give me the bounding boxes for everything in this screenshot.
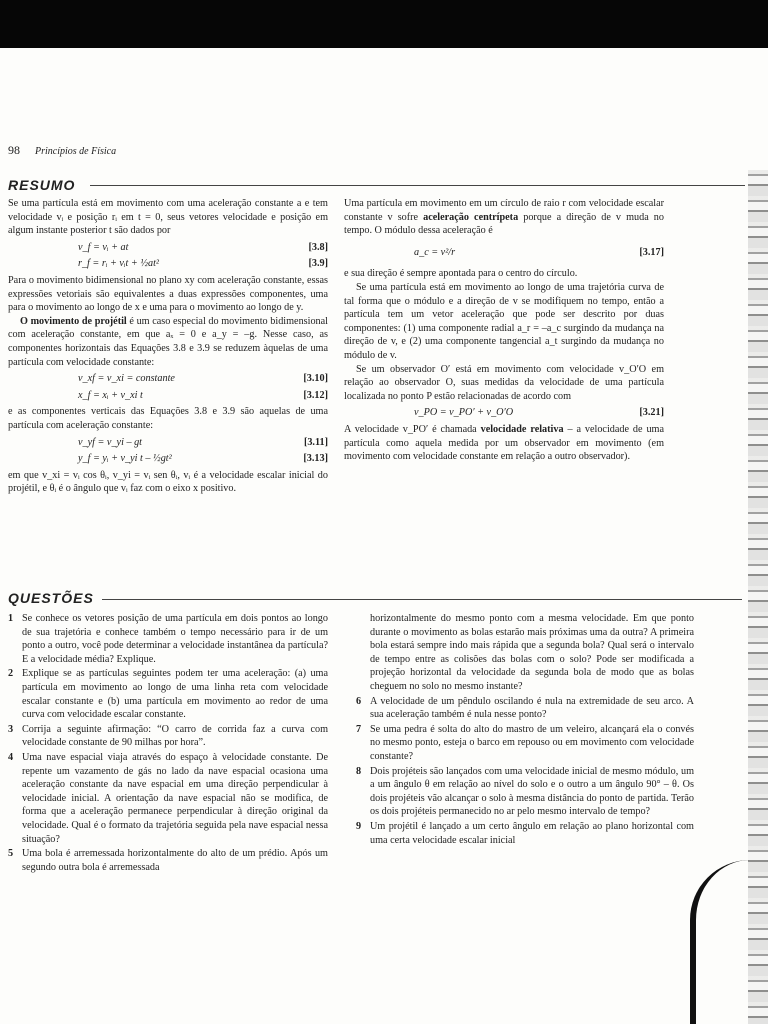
- questoes-right-column: [356, 612, 694, 848]
- question-item: 2 Explique se as partículas seguintes podem ter uma aceleração: (a) uma partícula em movimento ao longo de uma linha reta com velocidade escalar constante e (b) uma partícula em movimento ao redor de uma curva com velocidade escalar constante.: [8, 668, 328, 721]
- page-number: 98: [8, 143, 20, 157]
- scan-top-border: [0, 0, 768, 48]
- question-item: 5 Uma bola é arremessada horizontalmente do alto de um prédio. Após um segundo outra bola é arremessada: [8, 848, 328, 873]
- resumo-paragraph: Uma partícula em movimento em um círculo de raio r com velocidade escalar constante v sofre aceleração centrípeta porque a direção de v muda no tempo. O módulo dessa aceleração é: [344, 198, 664, 237]
- resumo-paragraph: em que v_xi = vᵢ cos θᵢ, v_yi = vᵢ sen θᵢ, vᵢ é a velocidade escalar inicial do projétil, e θᵢ é o ângulo que vᵢ faz com o eixo x positivo.: [8, 469, 328, 495]
- resumo-paragraph: Se uma partícula está em movimento com uma aceleração constante a e tem velocidade vᵢ e posição rᵢ em t = 0, seus vetores velocidade e posição em algum instante posterior t são dados por: [8, 198, 328, 237]
- equation: r_f = rᵢ + vᵢt + ½at² [3.9]: [78, 258, 328, 270]
- resumo-right-column: [344, 197, 664, 464]
- equation: v_PO = v_PO′ + v_O′O [3.21]: [414, 407, 664, 419]
- question-item: 1 Se conhece os vetores posição de uma partícula em dois pontos ao longo de sua trajetória e conhece também o tempo necessário para ir de um ponto a outro, você pode determinar a velocidade instantânea da partícula? E a velocidade média? Explique.: [8, 613, 328, 665]
- question-item: 7 Se uma pedra é solta do alto do mastro de um veleiro, alcançará ela o convés no mesmo ponto, esteja o barco em repouso ou em movimento com velocidade constante?: [356, 723, 694, 762]
- resumo-rule: [90, 185, 745, 186]
- page-header: [8, 143, 116, 158]
- questoes-rule: [102, 599, 742, 600]
- resumo-left-column: [8, 197, 328, 496]
- resumo-paragraph: Se um observador O′ está em movimento com velocidade v_O′O em relação ao observador O, suas medidas da velocidade de uma partícula localizada no ponto P estão relacionadas de acordo com: [344, 363, 664, 402]
- resumo-title: RESUMO: [8, 177, 76, 193]
- question-item: 3 Corrija a seguinte afirmação: “O carro de corrida faz a curva com velocidade constante de 90 milhas por hora”.: [8, 723, 328, 749]
- question-continuation: horizontalmente do mesmo ponto com a mesma velocidade. Em que ponto durante o movimento as bolas estarão mais próximas uma da outra? A primeira bola estará sempre indo mais rápida que a segunda bola? Qual será o intervalo de tempo entre as colisões das bolas com o solo? Pode ser modificada a projeção horizontal da velocidade da segunda bola de modo que as bolas cheguem no solo no mesmo instante?: [370, 613, 694, 692]
- page-curl-shadow: [690, 860, 768, 1024]
- equation: v_yf = v_yi – gt [3.11]: [78, 436, 328, 448]
- questoes-title: QUESTÕES: [8, 590, 94, 606]
- question-item: 8 Dois projéteis são lançados com uma velocidade inicial de mesmo módulo, um a um ângulo θ em relação ao nível do solo e o outro a um ângulo 90° – θ. Os dois projéteis vão alcançar o solo à mesma distância do ponto de partida. Terão os dois projéteis permanecido no ar pelo mesmo intervalo de tempo?: [356, 765, 694, 818]
- resumo-paragraph: e sua direção é sempre apontada para o centro do círculo.: [344, 268, 578, 280]
- equation: v_f = vᵢ + at [3.8]: [78, 241, 328, 253]
- resumo-paragraph: e as componentes verticais das Equações 3.8 e 3.9 são aquelas de uma partícula com aceleração constante:: [8, 406, 328, 431]
- question-item: 6 A velocidade de um pêndulo oscilando é nula na extremidade de seu arco. A sua aceleração também é nula nesse ponto?: [356, 695, 694, 721]
- question-item: 4 Uma nave espacial viaja através do espaço à velocidade constante. De repente um vazamento de gás no lado da nave espacial ocasiona uma aceleração constante da nave espacial em uma direção perpendicular à velocidade inicial. A orientação da nave espacial não se modifica, de forma que a aceleração permanece perpendicular à direção original da velocidade. Qual é o formato da trajetória seguida pela nave espacial nessa situação?: [8, 751, 328, 845]
- resumo-paragraph: A velocidade v_PO′ é chamada velocidade relativa – a velocidade de uma partícula como aquela medida por um observador em movimento (em movimento com velocidade constante em relação a outro observador).: [344, 423, 664, 463]
- book-title: Princípios de Física: [35, 146, 117, 157]
- resumo-paragraph: O movimento de projétil é um caso especial do movimento bidimensional com aceleração constante, em que aₓ = 0 e a_y = –g. Nesse caso, as componentes horizontais das Equações 3.8 e 3.9 se reduzem àquelas de uma partícula com velocidade constante:: [8, 315, 329, 368]
- equation: a_c = v²/r [3.17]: [414, 246, 664, 258]
- resumo-paragraph: Se uma partícula está em movimento ao longo de uma trajetória curva de tal forma que o módulo e a direção de v se modifiquem no tempo, então a partícula tem um vetor aceleração que pode ser descrito por duas componentes: (1) uma componente radial a_r = –a_c surgindo da mudança na direção de v, e (2) uma componente tangencial a_t surgindo da mudança no módulo de v.: [344, 281, 664, 361]
- equation: y_f = yᵢ + v_yi t – ½gt² [3.13]: [78, 453, 328, 465]
- questoes-left-column: [8, 612, 328, 875]
- equation: x_f = xᵢ + v_xi t [3.12]: [78, 389, 328, 401]
- resumo-paragraph: Para o movimento bidimensional no plano xy com aceleração constante, essas expressões vetoriais são equivalentes a duas expressões componentes, uma para o movimento ao longo de x e uma para o movimento ao longo de y.: [8, 274, 328, 314]
- question-item: 9 Um projétil é lançado a um certo ângulo em relação ao plano horizontal com uma certa velocidade escalar inicial: [356, 820, 694, 846]
- equation: v_xf = v_xi = constante [3.10]: [78, 373, 328, 385]
